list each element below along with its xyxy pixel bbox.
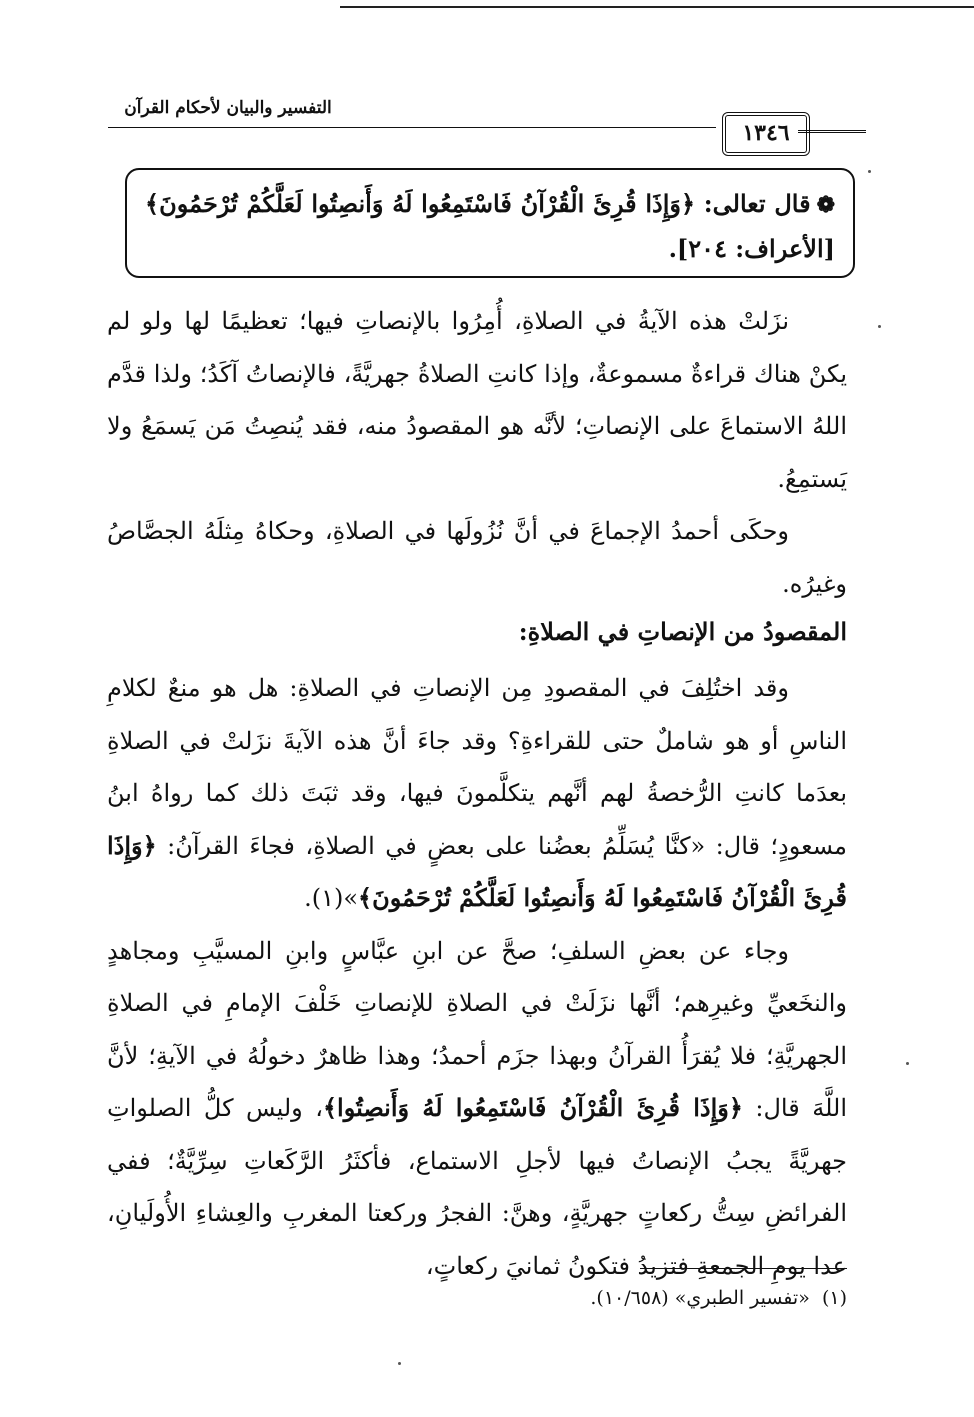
page-number: ١٣٤٦ [722, 112, 810, 156]
quoted-ayah: ﴿وَإِذَا قُرِئَ الْقُرْآنُ فَاسْتَمِعُوا لَهُ وَأَنصِتُوا﴾ [322, 1093, 743, 1122]
top-rule [340, 0, 974, 8]
section-heading: المقصودُ من الإنصاتِ في الصلاةِ: [518, 617, 847, 646]
paragraph [107, 925, 847, 1293]
paragraph: نزَلتْ هذه الآيةُ في الصلاةِ، أُمِرُوا بالإنصاتِ فيها؛ تعظيمًا لها ولو لم يكنْ هناك قراءةٌ مسموعةٌ، وإذا كانتِ الصلاةُ جهريَّةً، فالإنصاتُ آكَدُ؛ ولذا قدَّم اللهُ الاستماعَ على الإنصاتِ؛ لأنَّه هو المقصودُ منه، فقد يُنصِتُ مَن يَسمَعُ ولا يَستمِعُ. [107, 307, 847, 493]
paragraph-text: ، وليس كلُّ الصلواتِ جهريَّةً يجبُ الإنصاتُ فيها لأجلِ الاستماع، فأكثَرُ الرَّكَعاتِ سِرِّيَّةٌ؛ ففي الفرائضِ سِتُّ ركعاتٍ جهريَّةٍ، وهنَّ: الفجرُ وركعتا المغربِ والعِشاءِ الأُولَيانِ، عدا يومِ الجمعةِ فتزيدُ فتكونُ ثمانيَ ركعاتٍ، [107, 1094, 847, 1280]
scan-speck [868, 170, 871, 173]
verse-ayah: ﴿وَإِذَا قُرِئَ الْقُرْآنُ فَاسْتَمِعُوا لَهُ وَأَنصِتُوا لَعَلَّكُمْ تُرْحَمُونَ﴾ [145, 189, 696, 218]
ornament-icon: ❁ [816, 192, 835, 218]
verse-lead: قال تعالى: [695, 189, 811, 218]
paragraph [107, 662, 847, 925]
header-rule [108, 127, 716, 128]
footnote-rule [640, 1268, 847, 1269]
scan-speck [878, 325, 881, 328]
book-title: التفسير والبيان لأحكام القرآن [124, 98, 332, 118]
page-header [108, 96, 866, 156]
verse-reference: [الأعراف: ٢٠٤]. [668, 234, 835, 263]
paragraph-text: وقد اختُلِفَ في المقصودِ مِن الإنصاتِ في الصلاةِ: هل هو منعٌ لكلامِ الناسِ أو هو شاملٌ حتى للقراءةِ؟ وقد جاءَ أنَّ هذه الآيةَ نزَلتْ في الصلاةِ بعدَما كانتِ الرُّخصةُ لهم أنَّهم يتكلَّمونَ فيها، وقد ثبَتَ ذلك كما رواهُ ابنُ مسعودٍ؛ قال: «كنَّا يُسَلِّمُ بعضُنا على بعضٍ في الصلاةِ، فجاءَ القرآنُ: [107, 674, 847, 860]
paragraph-text: »(١). [304, 884, 359, 912]
section-text [107, 662, 847, 1292]
footnote-text: «تفسير الطبري» (١٠/٦٥٨). [590, 1287, 810, 1309]
scan-speck [906, 1062, 909, 1065]
verse-box [125, 168, 855, 278]
footnote-number: (١) [821, 1287, 847, 1309]
quoted-ayah: ﴿وَإِذَا قُرِئَ الْقُرْآنُ فَاسْتَمِعُوا لَهُ وَأَنصِتُوا لَعَلَّكُمْ تُرْحَمُونَ﴾ [107, 830, 847, 912]
intro-text [107, 295, 847, 610]
footnote [107, 1283, 847, 1313]
paragraph: وحكَى أحمدُ الإجماعَ في أنَّ نُزُولَها في الصلاةِ، وحكاهُ مِثلَهُ الجصَّاصُ وغيرُه. [107, 517, 847, 598]
paragraph-text: وجاء عن بعضِ السلفِ؛ صحَّ عن ابنِ عبَّاسٍ وابنِ المسيَّبِ ومجاهدٍ والنخَعيِّ وغيرِهم؛ أنَّها نزَلَتْ في الصلاةِ للإنصاتِ خَلْفَ الإمامِ في الصلاةِ الجهريَّةِ؛ فلا يُقرَأُ القرآنُ وبهذا جزَم أحمدُ؛ وهذا ظاهرٌ دخولُهُ في الآيةِ؛ لأنَّ اللَّهَ قال: [107, 936, 848, 1122]
scan-speck [398, 1362, 401, 1365]
